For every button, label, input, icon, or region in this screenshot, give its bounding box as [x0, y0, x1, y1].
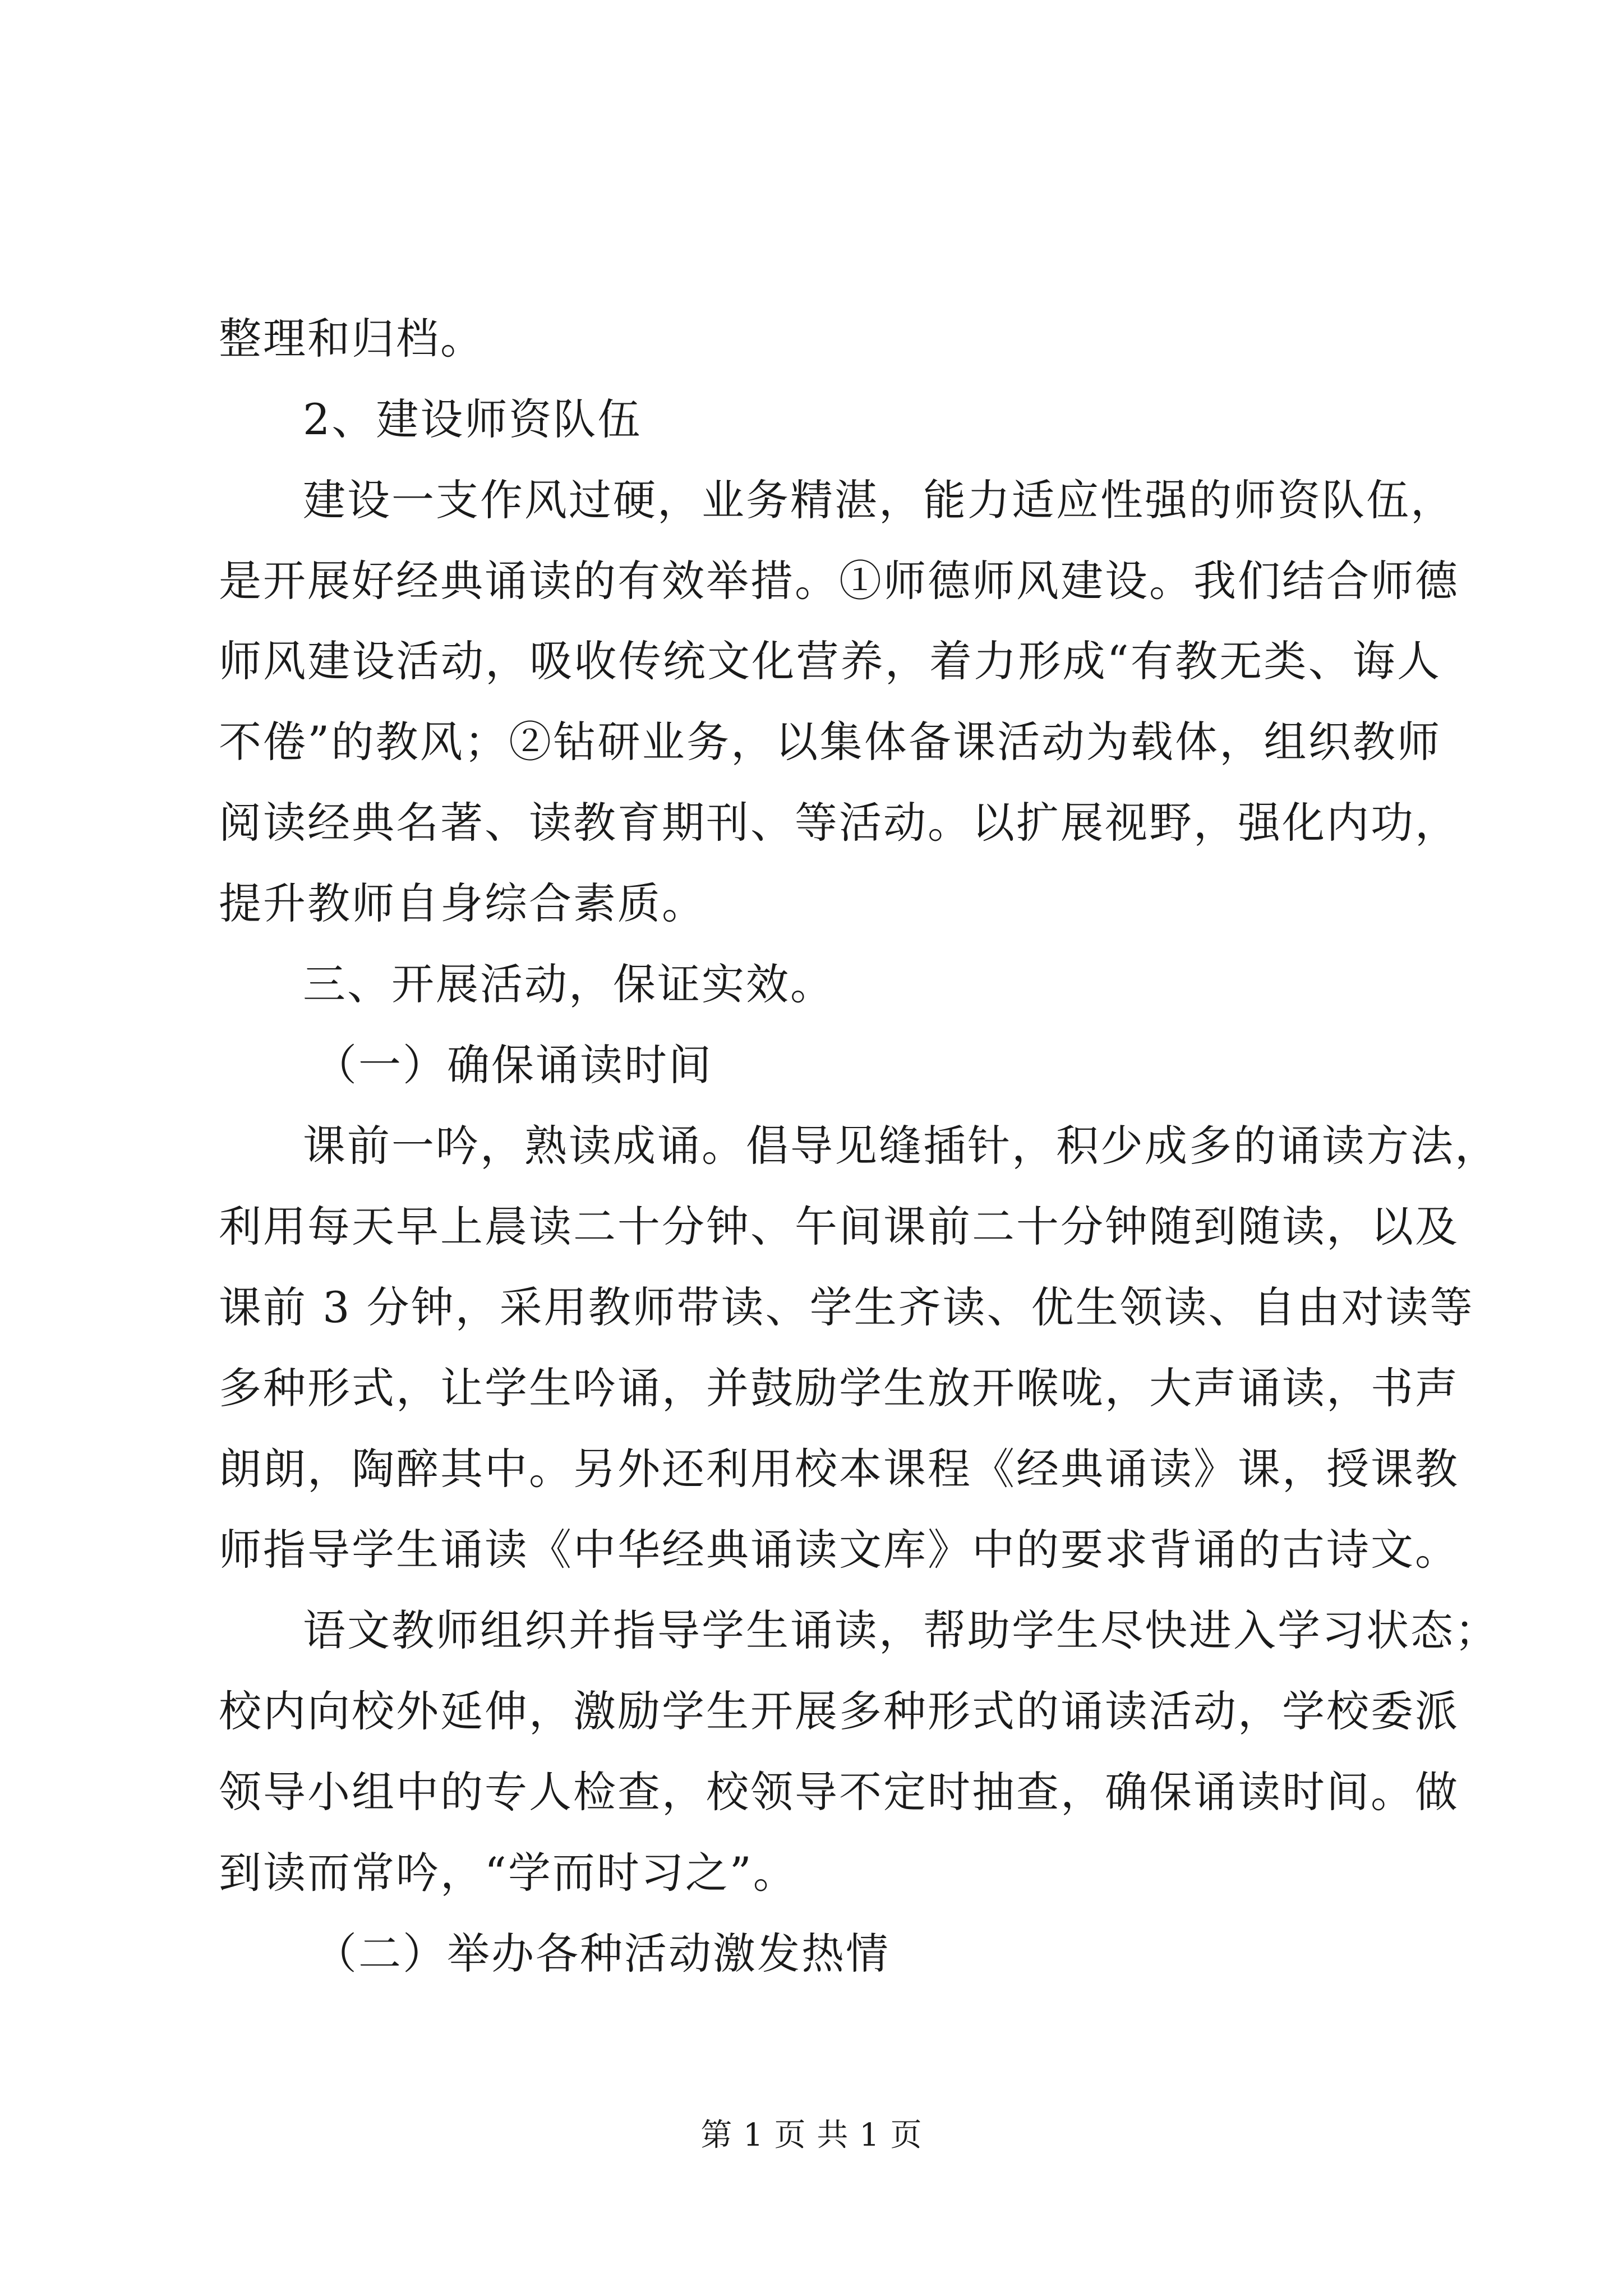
- paragraph-line: 校内向校外延伸，激励学生开展多种形式的诵读活动，学校委派: [219, 1686, 1459, 1736]
- paragraph-line: 课前一吟，熟读成诵。倡导见缝插针，积少成多的诵读方法，: [303, 1121, 1499, 1171]
- paragraph-line: 利用每天早上晨读二十分钟、午间课前二十分钟随到随读，以及: [219, 1202, 1459, 1251]
- section-heading: 2、建设师资队伍: [303, 394, 642, 444]
- paragraph-line: 领导小组中的专人检查，校领导不定时抽查，确保诵读时间。做: [219, 1767, 1459, 1817]
- paragraph-line: 阅读经典名著、读教育期刊、等活动。以扩展视野，强化内功，: [219, 798, 1459, 848]
- paragraph-line: 多种形式，让学生吟诵，并鼓励学生放开喉咙，大声诵读，书声: [219, 1363, 1459, 1413]
- paragraph-line: 建设一支作风过硬，业务精湛，能力适应性强的师资队伍，: [303, 475, 1455, 525]
- paragraph-line: 到读而常吟，“学而时习之”。: [219, 1848, 797, 1898]
- subsection-heading: （二）举办各种活动激发热情: [314, 1929, 890, 1978]
- page-number-footer: 第 1 页 共 1 页: [700, 2117, 923, 2154]
- paragraph-line: 提升教师自身综合素质。: [219, 878, 706, 928]
- paragraph-line: 不倦”的教风；②钻研业务，以集体备课活动为载体，组织教师: [219, 717, 1441, 767]
- paragraph-line: 师指导学生诵读《中华经典诵读文库》中的要求背诵的古诗文。: [219, 1525, 1459, 1575]
- paragraph-line: 语文教师组织并指导学生诵读，帮助学生尽快进入学习状态；: [303, 1605, 1499, 1655]
- paragraph-line: 整理和归档。: [219, 314, 485, 364]
- paragraph-line: 课前 3 分钟，采用教师带读、学生齐读、优生领读、自由对读等: [219, 1282, 1474, 1332]
- paragraph-line: 师风建设活动，吸收传统文化营养，着力形成“有教无类、诲人: [219, 636, 1441, 686]
- paragraph-line: 是开展好经典诵读的有效举措。①师德师风建设。我们结合师德: [219, 556, 1459, 606]
- section-heading: 三、开展活动，保证实效。: [303, 959, 834, 1009]
- paragraph-line: 朗朗，陶醉其中。另外还利用校本课程《经典诵读》课，授课教: [219, 1444, 1459, 1494]
- subsection-heading: （一）确保诵读时间: [314, 1040, 713, 1090]
